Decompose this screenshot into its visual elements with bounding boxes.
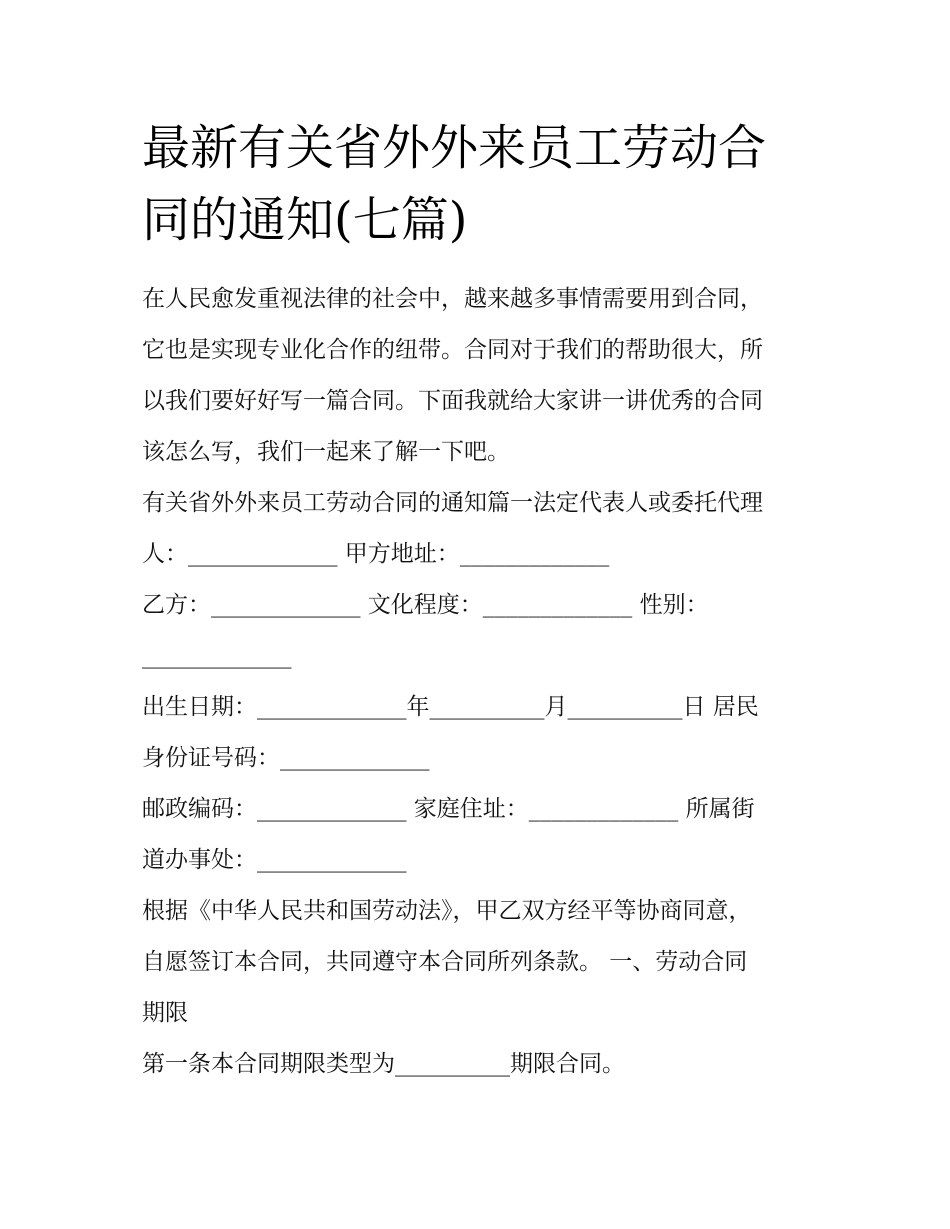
section-line-7: 邮政编码：_____________ 家庭住址：_____________ 所属街	[142, 796, 755, 822]
section-line-1: 有关省外外来员工劳动合同的通知篇一法定代表人或委托代理	[142, 490, 763, 516]
intro-line-2: 它也是实现专业化合作的纽带。合同对于我们的帮助很大，所	[142, 337, 763, 363]
section-line-12: 第一条本合同期限类型为__________期限合同。	[142, 1051, 625, 1077]
intro-line-4: 该怎么写，我们一起来了解一下吧。	[142, 439, 510, 465]
title-line-1: 最新有关省外外来员工劳动合	[142, 120, 767, 176]
section-line-6: 身份证号码：_____________	[142, 745, 430, 771]
document-body	[142, 274, 822, 1090]
section-line-5: 出生日期：_____________年__________月__________日 居民	[142, 694, 759, 720]
intro-line-1: 在人民愈发重视法律的社会中，越来越多事情需要用到合同，	[142, 286, 763, 312]
intro-line-3: 以我们要好好写一篇合同。下面我就给大家讲一讲优秀的合同	[142, 388, 763, 414]
section-line-11: 期限	[142, 1000, 188, 1026]
section-line-9: 根据《中华人民共和国劳动法》，甲乙双方经平等协商同意，	[142, 898, 752, 924]
section-line-8: 道办事处：_____________	[142, 847, 407, 873]
section-line-2: 人：_____________ 甲方地址：_____________	[142, 541, 610, 567]
section-line-3: 乙方：_____________ 文化程度：_____________ 性别：	[142, 592, 709, 618]
title-line-2: 同的通知(七篇)	[142, 192, 468, 248]
document-title	[142, 112, 822, 256]
section-line-4: _____________	[142, 643, 292, 669]
section-line-10: 自愿签订本合同，共同遵守本合同所列条款。 一、劳动合同	[142, 949, 748, 975]
